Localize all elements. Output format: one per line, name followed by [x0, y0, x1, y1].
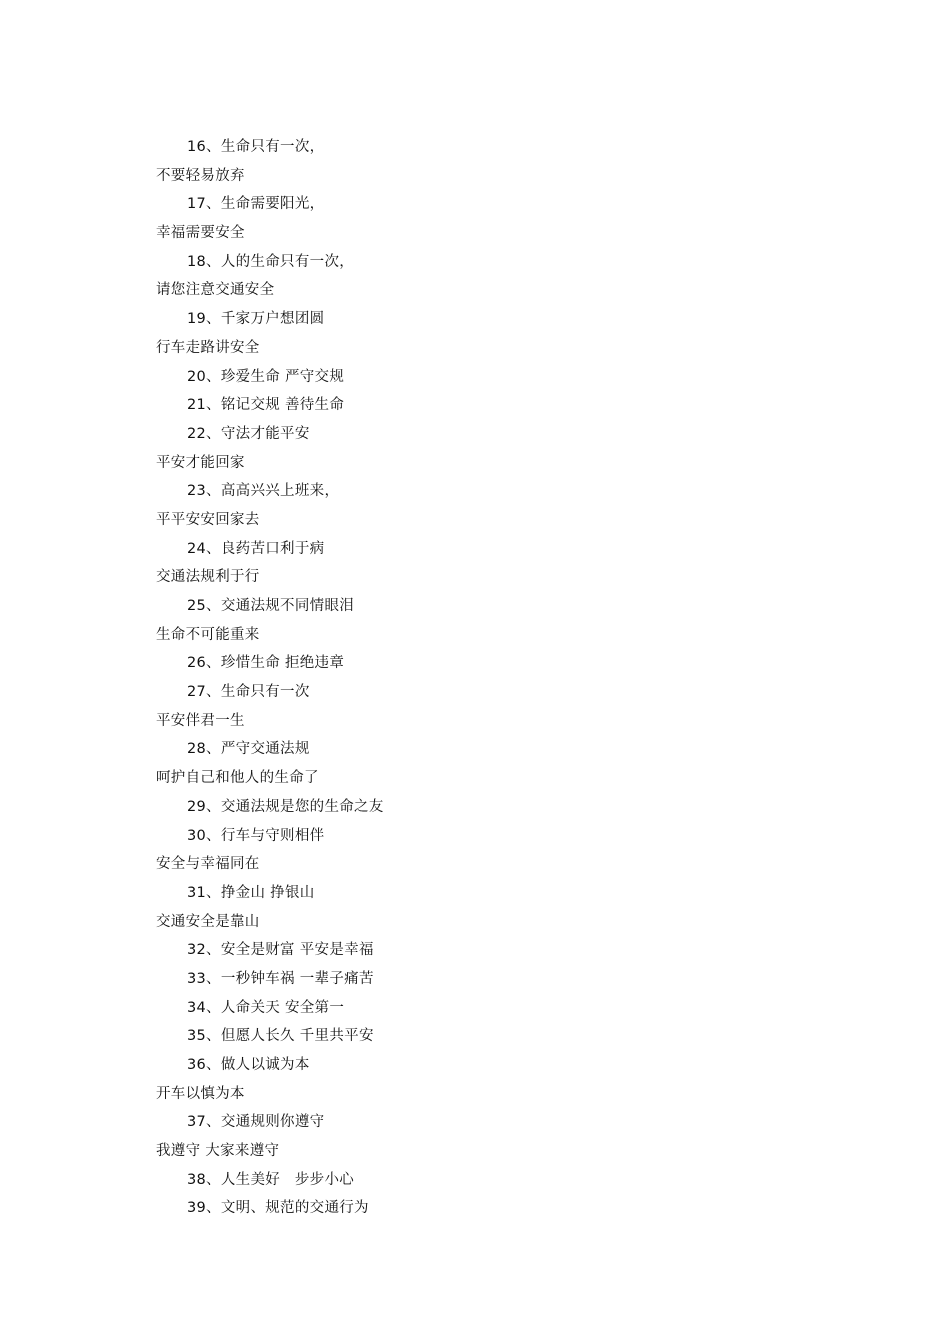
slogan-continuation-line: 生命不可能重来	[156, 626, 260, 643]
slogan-numbered-line: 36、做人以诚为本	[187, 1057, 310, 1073]
slogan-continuation-line: 不要轻易放弃	[156, 167, 245, 184]
slogan-continuation-line: 我遵守 大家来遵守	[156, 1143, 280, 1160]
slogan-numbered-line: 29、交通法规是您的生命之友	[187, 798, 384, 815]
slogan-continuation-line: 交通法规利于行	[156, 569, 260, 586]
slogan-continuation-line: 幸福需要安全	[156, 225, 245, 242]
slogan-numbered-line: 35、但愿人长久 千里共平安	[187, 1028, 374, 1045]
slogan-continuation-line: 行车走路讲安全	[156, 339, 260, 356]
slogan-numbered-line: 31、挣金山 挣银山	[187, 884, 315, 901]
document-body	[0, 133, 950, 1223]
slogan-numbered-line: 34、人命关天 安全第一	[187, 999, 345, 1016]
slogan-numbered-line: 37、交通规则你遵守	[187, 1114, 325, 1131]
slogan-numbered-line: 16、生命只有一次，	[187, 139, 325, 155]
slogan-numbered-line: 20、珍爱生命 严守交规	[187, 368, 345, 385]
slogan-continuation-line: 平安伴君一生	[156, 712, 245, 729]
slogan-numbered-line: 28、严守交通法规	[187, 741, 310, 758]
slogan-numbered-line: 18、人的生命只有一次，	[187, 253, 355, 270]
slogan-numbered-line: 39、文明、规范的交通行为	[187, 1200, 369, 1217]
slogan-continuation-line: 安全与幸福同在	[156, 856, 260, 873]
slogan-continuation-line: 开车以慎为本	[156, 1085, 245, 1102]
slogan-numbered-line: 32、安全是财富 平安是幸福	[187, 942, 374, 959]
slogan-numbered-line: 19、千家万户想团圆	[187, 311, 325, 328]
slogan-numbered-line: 21、铭记交规 善待生命	[187, 397, 345, 414]
slogan-numbered-line: 38、人生美好 步步小心	[187, 1171, 355, 1188]
slogan-continuation-line: 呵护自己和他人的生命了	[156, 770, 319, 787]
slogan-continuation-line: 交通安全是靠山	[156, 913, 260, 930]
slogan-numbered-line: 17、生命需要阳光，	[187, 196, 325, 213]
slogan-continuation-line: 请您注意交通安全	[156, 282, 275, 299]
slogan-numbered-line: 24、良药苦口利于病	[187, 540, 325, 557]
slogan-numbered-line: 25、交通法规不同情眼泪	[187, 598, 355, 614]
slogan-numbered-line: 23、高高兴兴上班来，	[187, 483, 340, 500]
slogan-continuation-line: 平平安安回家去	[156, 511, 260, 528]
slogan-numbered-line: 22、守法才能平安	[187, 425, 310, 442]
slogan-continuation-line: 平安才能回家	[156, 454, 245, 471]
slogan-numbered-line: 26、珍惜生命 拒绝违章	[187, 655, 345, 672]
slogan-numbered-line: 30、行车与守则相伴	[187, 827, 325, 844]
slogan-numbered-line: 33、一秒钟车祸 一辈子痛苦	[187, 970, 374, 987]
slogan-numbered-line: 27、生命只有一次	[187, 684, 310, 701]
